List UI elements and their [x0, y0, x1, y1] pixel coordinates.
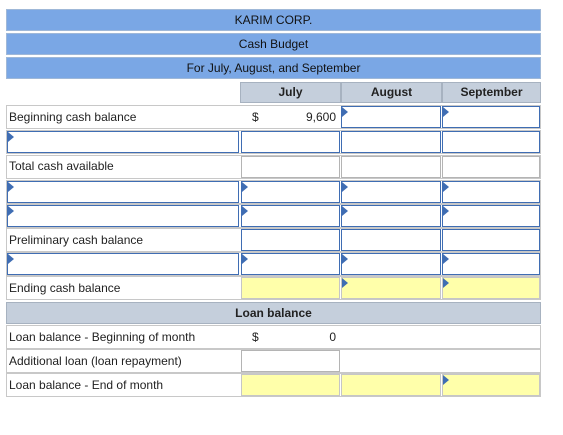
loan-beginning-currency: $ [252, 330, 259, 344]
disbursement-2-label-input[interactable] [7, 205, 239, 227]
dropdown-marker-icon [342, 278, 348, 288]
september-disbursement-1-input[interactable] [442, 181, 540, 203]
august-ending-cash-input[interactable] [341, 277, 441, 299]
september-disbursement-2-input[interactable] [442, 205, 540, 227]
september-total-cash-input[interactable] [442, 156, 540, 178]
column-header-september: September [442, 82, 541, 103]
august-disbursement-1-input[interactable] [341, 181, 441, 203]
august-loan-end-input[interactable] [341, 374, 441, 396]
loan-balance-header: Loan balance [6, 302, 541, 324]
dropdown-marker-icon [342, 107, 348, 117]
september-preliminary-cash-input[interactable] [442, 229, 540, 251]
dropdown-marker-icon [242, 206, 248, 216]
july-ending-cash-input[interactable] [241, 277, 340, 299]
july-total-cash-input[interactable] [241, 156, 340, 178]
july-financing-input[interactable] [241, 253, 340, 275]
september-financing-input[interactable] [442, 253, 540, 275]
dropdown-marker-icon [242, 254, 248, 264]
july-disbursement-2-input[interactable] [241, 205, 340, 227]
july-cash-receipts-input[interactable] [241, 131, 340, 153]
july-disbursement-1-input[interactable] [241, 181, 340, 203]
july-loan-end-input[interactable] [241, 374, 340, 396]
july-additional-loan-input[interactable] [241, 350, 340, 372]
september-cash-receipts-input[interactable] [442, 131, 540, 153]
august-beginning-cash-input[interactable] [341, 106, 441, 128]
ending-cash-label: Ending cash balance [9, 281, 121, 295]
september-ending-cash-input[interactable] [442, 277, 540, 299]
july-preliminary-cash-input[interactable] [241, 229, 340, 251]
july-beginning-currency: $ [252, 110, 259, 124]
september-loan-end-input[interactable] [442, 374, 540, 396]
budget-period-header: For July, August, and September [6, 57, 541, 79]
disbursement-1-label-input[interactable] [7, 181, 239, 203]
dropdown-marker-icon [443, 206, 449, 216]
dropdown-marker-icon [443, 254, 449, 264]
loan-end-label: Loan balance - End of month [9, 378, 164, 392]
cash-receipts-label-input[interactable] [7, 131, 239, 153]
dropdown-marker-icon [443, 375, 449, 385]
dropdown-marker-icon [342, 206, 348, 216]
preliminary-cash-label: Preliminary cash balance [9, 233, 144, 247]
column-header-july: July [240, 82, 341, 103]
dropdown-marker-icon [8, 254, 14, 264]
august-preliminary-cash-input[interactable] [341, 229, 441, 251]
budget-title-header: Cash Budget [6, 33, 541, 55]
dropdown-marker-icon [8, 132, 14, 142]
dropdown-marker-icon [342, 182, 348, 192]
dropdown-marker-icon [443, 107, 449, 117]
beginning-cash-label: Beginning cash balance [9, 110, 137, 124]
august-total-cash-input[interactable] [341, 156, 441, 178]
dropdown-marker-icon [443, 278, 449, 288]
dropdown-marker-icon [242, 182, 248, 192]
august-financing-input[interactable] [341, 253, 441, 275]
column-header-august: August [341, 82, 442, 103]
additional-loan-label: Additional loan (loan repayment) [9, 354, 182, 368]
july-beginning-value: 9,600 [305, 110, 336, 124]
dropdown-marker-icon [8, 206, 14, 216]
total-cash-label: Total cash available [9, 159, 114, 173]
september-beginning-cash-input[interactable] [442, 106, 540, 128]
loan-beginning-label: Loan balance - Beginning of month [9, 330, 196, 344]
financing-label-input[interactable] [7, 253, 239, 275]
august-cash-receipts-input[interactable] [341, 131, 441, 153]
loan-beginning-value: 0 [329, 330, 336, 344]
dropdown-marker-icon [342, 254, 348, 264]
dropdown-marker-icon [8, 182, 14, 192]
company-name-header: KARIM CORP. [6, 9, 541, 31]
dropdown-marker-icon [443, 182, 449, 192]
august-disbursement-2-input[interactable] [341, 205, 441, 227]
